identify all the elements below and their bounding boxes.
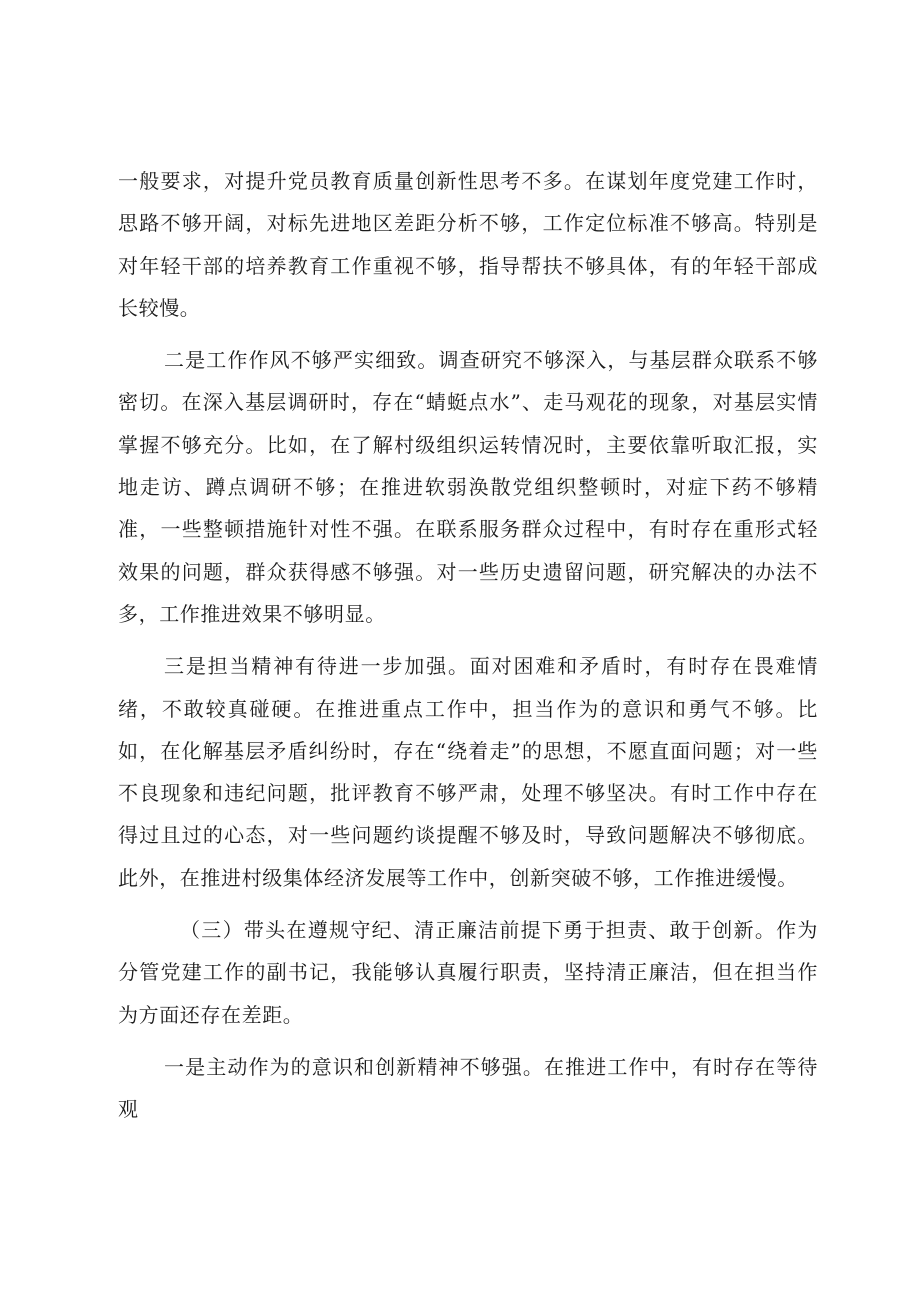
paragraph-section-three: （三）带头在遵规守纪、清正廉洁前提下勇于担责、敢于创新。作为分管党建工作的副书记，我能够认真履行职责，坚持清正廉洁，但在担当作为方面还存在差距。 bbox=[118, 918, 818, 1027]
paragraph-responsibility: 三是担当精神有待进一步加强。面对困难和矛盾时，有时存在畏难情绪，不敢较真碰硬。在推进重点工作中，担当作为的意识和勇气不够。比如，在化解基层矛盾纠纷时，存在“绕着走”的思想，不愿直面问题；对一些不良现象和违纪问题，批评教育不够严肃，处理不够坚决。有时工作中存在得过且过的心态，对一些问题约谈提醒不够及时，导致问题解决不够彻底。此外，在推进村级集体经济发展等工作中，创新突破不够，工作推进缓慢。 bbox=[118, 654, 818, 890]
paragraph-continuation: 一般要求，对提升党员教育质量创新性思考不多。在谋划年度党建工作时，思路不够开阔，对标先进地区差距分析不够，工作定位标准不够高。特别是对年轻干部的培养教育工作重视不够，指导帮扶不够具体，有的年轻干部成长较慢。 bbox=[118, 169, 818, 320]
paragraph-work-style: 二是工作作风不够严实细致。调查研究不够深入，与基层群众联系不够密切。在深入基层调研时，存在“蜻蜓点水”、走马观花的现象，对基层实情掌握不够充分。比如，在了解村级组织运转情况时，主要依靠听取汇报，实地走访、蹲点调研不够；在推进软弱涣散党组织整顿时，对症下药不够精准，一些整顿措施针对性不强。在联系服务群众过程中，有时存在重形式轻效果的问题，群众获得感不够强。对一些历史遗留问题，研究解决的办法不多，工作推进效果不够明显。 bbox=[118, 348, 818, 626]
paragraph-initiative: 一是主动作为的意识和创新精神不够强。在推进工作中，有时存在等待观 bbox=[118, 1054, 818, 1122]
document-body bbox=[118, 160, 818, 1131]
